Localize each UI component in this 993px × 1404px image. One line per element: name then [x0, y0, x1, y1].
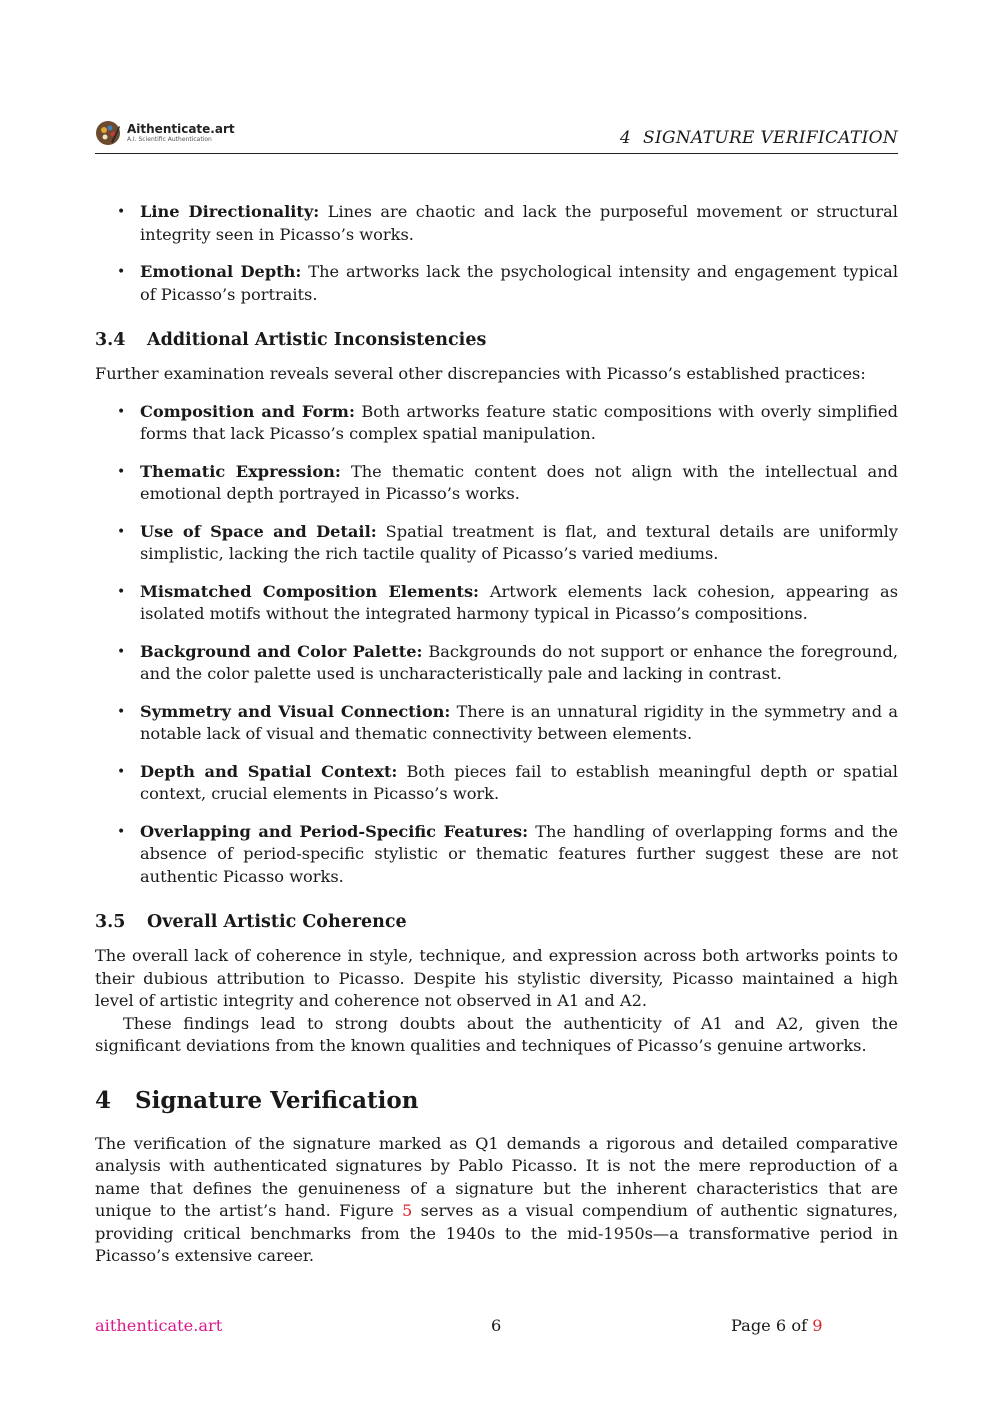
page-total-link[interactable]: 9 [812, 1316, 823, 1335]
section-3-5-paragraph-1: The overall lack of coherence in style, technique, and expression across both artworks points to their dubious attribution to Picasso. Despite his stylistic diversity, Picasso maintained a high level of artistic integrity and coherence not observed in A1 and A2. [95, 946, 898, 1010]
bullet-lead: Mismatched Composition Elements: [140, 581, 480, 601]
section-title: Signature Verification [135, 1086, 419, 1114]
section-title: Overall Artistic Coherence [147, 912, 407, 932]
section-heading-4 [95, 1086, 898, 1116]
bullet-lead: Overlapping and Period-Specific Features: [140, 821, 529, 841]
section-heading-3-4 [95, 328, 898, 352]
bullet-lead: Symmetry and Visual Connection: [140, 701, 451, 721]
bullet-text: The thematic content does not align with the intellectual and emotional depth portrayed in Picasso’s works. [140, 461, 898, 503]
running-head [620, 128, 898, 148]
bullet-text: Backgrounds do not support or enhance the foreground, and the color palette used is uncharacteristically pale and lacking in contrast. [140, 641, 898, 683]
intro-bullet-list [95, 201, 898, 306]
bullet-lead: Use of Space and Detail: [140, 521, 377, 541]
list-item [95, 261, 898, 306]
section-3-4-intro: Further examination reveals several other discrepancies with Picasso’s established practices: [95, 364, 866, 383]
list-item [95, 821, 898, 889]
header-rule [95, 153, 898, 154]
bullet-text: Spatial treatment is flat, and textural details are uniformly simplistic, lacking the rich tactile quality of Picasso’s varied mediums. [140, 521, 898, 563]
palette-logo-icon [95, 120, 121, 146]
bullet-lead: Line Directionality: [140, 202, 320, 221]
bullet-lead: Emotional Depth: [140, 262, 302, 281]
list-item [95, 701, 898, 746]
section-title: Additional Artistic Inconsistencies [147, 330, 487, 350]
footer-site-link[interactable]: aithenticate.art [95, 1316, 223, 1335]
bullet-lead: Composition and Form: [140, 401, 355, 421]
list-item [95, 641, 898, 686]
section-heading-3-5 [95, 910, 898, 934]
running-head-title: SIGNATURE VERIFICATION [643, 128, 898, 148]
section-number: 3.5 [95, 912, 126, 932]
inconsistency-bullet-list [95, 401, 898, 889]
bullet-text: Artwork elements lack cohesion, appearing as isolated motifs without the integrated harmony typical in Picasso’s compositions. [140, 581, 899, 623]
bullet-text: Lines are chaotic and lack the purposeful movement or structural integrity seen in Picasso’s works. [140, 202, 898, 244]
list-item [95, 581, 898, 626]
logo-name: Aithenticate.art [127, 122, 235, 136]
list-item [95, 401, 898, 446]
list-item [95, 761, 898, 806]
bullet-text: Both artworks feature static compositions with overly simplified forms that lack Picasso’s complex spatial manipulation. [140, 401, 898, 443]
running-head-number: 4 [619, 128, 632, 148]
section-3-5-paragraph-2: These findings lead to strong doubts about the authenticity of A1 and A2, given the significant deviations from the known qualities and techniques of Picasso’s genuine artworks. [95, 1013, 898, 1055]
bullet-text: There is an unnatural rigidity in the symmetry and a notable lack of visual and thematic connectivity between elements. [140, 701, 898, 743]
page-header [95, 118, 898, 154]
aithenticate-logo [95, 120, 235, 146]
bullet-text: The artworks lack the psychological intensity and engagement typical of Picasso’s portraits. [140, 262, 899, 304]
bullet-text: The handling of overlapping forms and the absence of period-specific stylistic or thematic features further suggest these are not authentic Picasso works. [140, 821, 899, 886]
section-4-paragraph [95, 1133, 898, 1268]
footer-page-number: 6 [491, 1316, 502, 1335]
bullet-lead: Thematic Expression: [140, 461, 341, 481]
figure-reference-link[interactable]: 5 [401, 1201, 413, 1220]
footer-page-of [731, 1316, 823, 1335]
paragraph-text: The verification of the signature marked as Q1 demands a rigorous and detailed comparative analysis with authenticated signatures by Pablo Picasso. It is not the mere reproduction of a name that defines the genuineness of a signature but the inherent characteristics that are unique to the artist’s hand. Figure [95, 1133, 898, 1220]
logo-tagline: A.I. Scientific Authentication [127, 136, 212, 143]
page-body [95, 201, 898, 1268]
list-item [95, 521, 898, 566]
list-item [95, 461, 898, 506]
bullet-text: Both pieces fail to establish meaningful depth or spatial context, crucial elements in Picasso’s work. [140, 761, 898, 803]
list-item [95, 201, 898, 246]
bullet-lead: Background and Color Palette: [140, 641, 423, 661]
page-of-label: Page 6 of [731, 1316, 813, 1335]
section-number: 3.4 [95, 330, 126, 350]
section-number: 4 [95, 1086, 112, 1114]
bullet-lead: Depth and Spatial Context: [140, 761, 398, 781]
paragraph-text: serves as a visual compendium of authentic signatures, providing critical benchmarks from the 1940s to the mid-1950s—a transformative period in Picasso’s extensive career. [95, 1201, 898, 1265]
